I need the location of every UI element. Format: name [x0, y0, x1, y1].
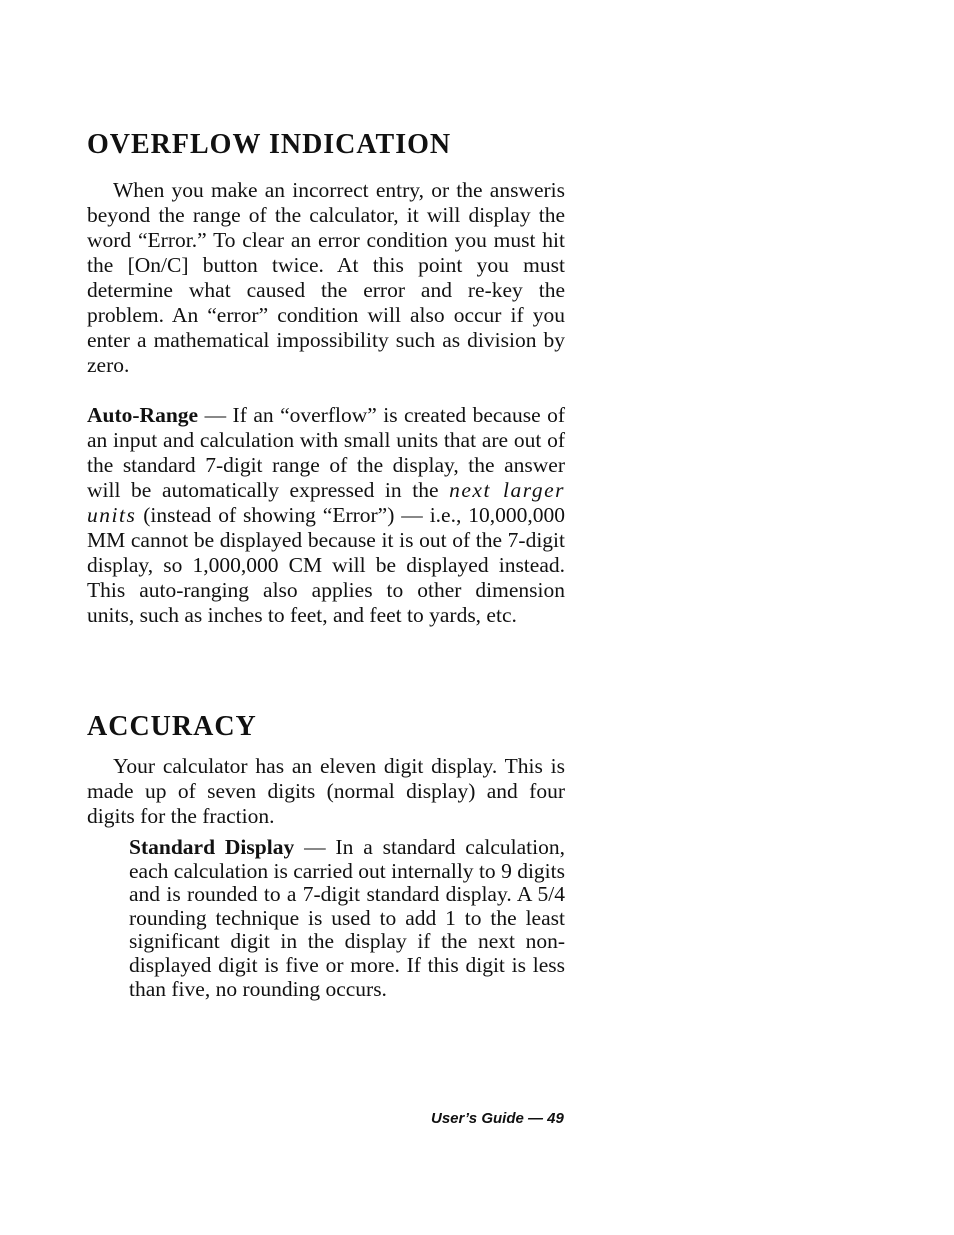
overflow-paragraph [87, 178, 565, 378]
overflow-text-start: When you make an incorrect entry, or the answeris beyond the range of the calculator, it will display the word “Error.” To clear an error condition you must hit the [87, 178, 565, 277]
standard-display-paragraph [129, 836, 565, 1001]
auto-range-emphasis: next larger units [87, 478, 566, 527]
accuracy-text: Your calculator has an eleven digit display. This is made up of seven digits (normal display) and four digits for the fraction. [87, 754, 565, 828]
overflow-text-end: button twice. At this point you must determine what caused the error and re-key the problem. An “error” condition will also occur if you enter a mathematical impossibility such as division by zero. [87, 253, 565, 377]
auto-range-text-start: — If an “overflow” is created because of an input and calculation with small units that are out of the standard 7-digit range of the display, the answer will be automatically expressed in the [87, 403, 565, 502]
auto-range-text-end: (instead of showing “Error”) — i.e., 10,000,000 MM cannot be displayed because it is out of the 7-digit display, so 1,000,000 CM will be displayed instead. This auto-ranging also applies to other dimension units, such as inches to feet, and feet to yards, etc. [87, 503, 565, 627]
auto-range-term: Auto-Range [87, 403, 199, 427]
standard-display-text: — In a standard calculation, each calculation is carried out internally to 9 digits and is rounded to a 7-digit standard display. A 5/4 rounding technique is used to add 1 to the least significant digit in the display if the next non-displayed digit is five or more. If this digit is less than five, no rounding occurs. [129, 835, 565, 1001]
on-c-key-label: [On/C] [127, 253, 189, 277]
overflow-indication-heading: OVERFLOW INDICATION [87, 129, 452, 160]
accuracy-paragraph [87, 754, 565, 829]
accuracy-heading: ACCURACY [87, 711, 257, 742]
standard-display-term: Standard Display [129, 835, 295, 859]
page-footer: User’s Guide — 49 [431, 1110, 564, 1127]
auto-range-paragraph [87, 403, 565, 628]
